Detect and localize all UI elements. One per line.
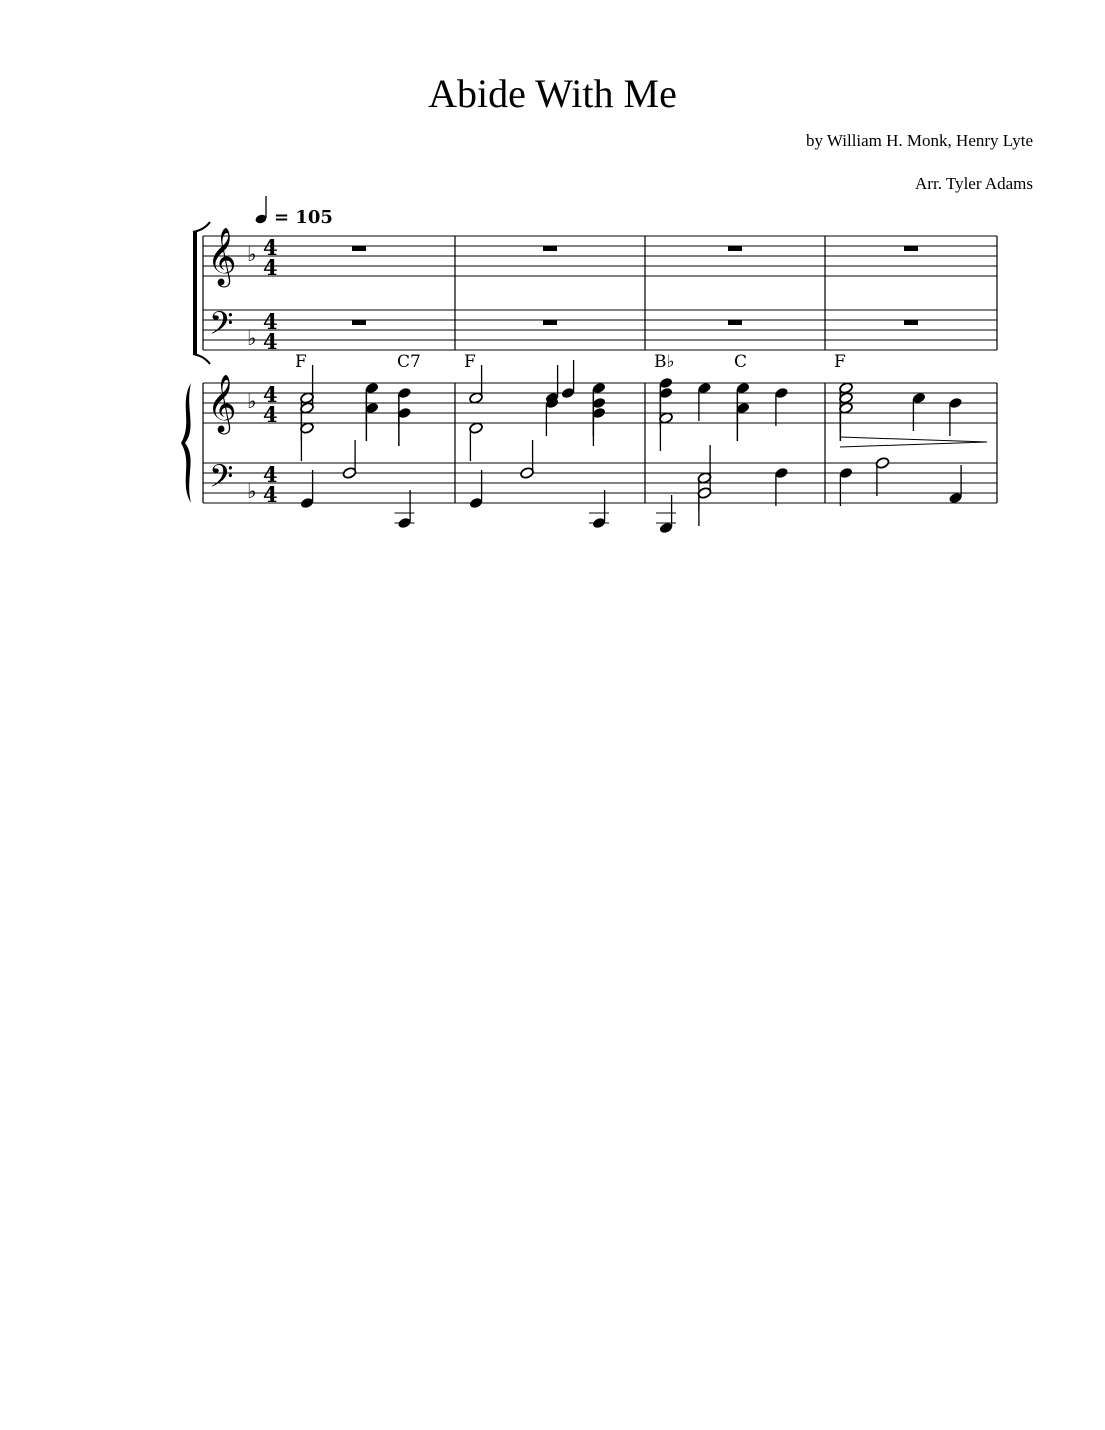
time-signature-denominator: 4 <box>263 329 278 354</box>
time-signature-numerator: 4 <box>263 235 278 260</box>
composer-credit: by William H. Monk, Henry Lyte <box>805 131 1033 150</box>
bass-clef: 𝄢 <box>209 458 234 502</box>
chord-symbol: C7 <box>397 352 421 372</box>
chord-symbol: F <box>834 352 846 372</box>
time-signature-numerator: 4 <box>263 309 278 334</box>
whole-rest <box>728 320 742 325</box>
time-signature-denominator: 4 <box>263 402 278 427</box>
score-title: Abide With Me <box>428 71 677 116</box>
chord-symbol: F <box>464 352 476 372</box>
chord-symbol: F <box>295 352 307 372</box>
tempo-marking <box>254 196 332 228</box>
whole-rest <box>543 246 557 251</box>
treble-clef: 𝄞 <box>207 227 237 285</box>
chord-symbol: C <box>734 352 748 372</box>
time-signature-denominator: 4 <box>263 255 278 280</box>
piano-brace <box>181 383 191 503</box>
time-signature-denominator: 4 <box>263 482 278 507</box>
time-signature-numerator: 4 <box>263 382 278 407</box>
whole-rest <box>904 320 918 325</box>
whole-rest <box>728 246 742 251</box>
instrument-bracket <box>193 232 197 354</box>
bracket-hook <box>193 354 210 364</box>
bass-clef: 𝄢 <box>209 305 234 349</box>
diminuendo-hairpin <box>840 437 987 447</box>
whole-rest <box>543 320 557 325</box>
whole-rest <box>352 320 366 325</box>
arranger-credit: Arr. Tyler Adams <box>915 174 1033 193</box>
flat-sign: ♭ <box>247 389 257 413</box>
treble-clef: 𝄞 <box>207 374 237 432</box>
whole-rest <box>904 246 918 251</box>
time-signature-numerator: 4 <box>263 462 278 487</box>
flat-sign: ♭ <box>247 326 257 350</box>
tempo-text: = 105 <box>274 207 333 228</box>
flat-sign: ♭ <box>247 242 257 266</box>
chord-symbol: B♭ <box>654 352 675 372</box>
flat-sign: ♭ <box>247 479 257 503</box>
whole-rest <box>352 246 366 251</box>
